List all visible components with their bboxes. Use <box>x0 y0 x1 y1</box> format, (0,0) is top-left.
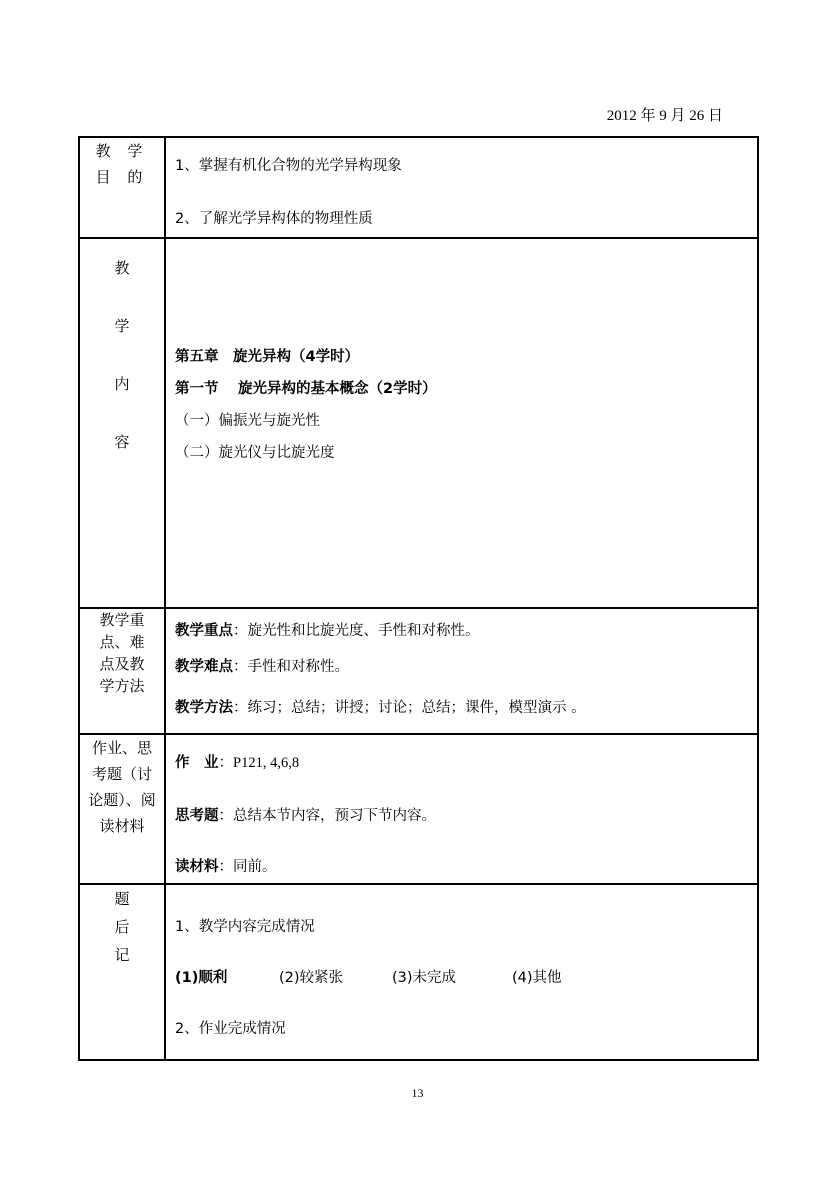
completion-question: 1、教学内容完成情况 <box>175 919 315 935</box>
objectives-row <box>79 137 758 238</box>
subsection-2: （二）旋光仪与比旋光度 <box>175 445 335 461</box>
content-cell <box>165 238 758 608</box>
content-row <box>79 238 758 608</box>
completion-options <box>175 966 757 987</box>
subsection-1: （一）偏振光与旋光性 <box>175 413 320 429</box>
lesson-plan-table <box>78 136 759 1061</box>
teaching-methods: 教学方法：练习；总结；讲授；讨论；总结；课件，模型演示 。 <box>175 700 586 716</box>
reading-materials: 读材料：同前。 <box>175 859 277 875</box>
objective-item-2: 2、了解光学异构体的物理性质 <box>175 211 373 227</box>
postscript-cell <box>165 884 758 1060</box>
homework-completion-question: 2、作业完成情况 <box>175 1021 286 1037</box>
homework-row <box>79 734 758 884</box>
focus-cell <box>165 608 758 734</box>
option-incomplete: (3)未完成 <box>392 970 457 986</box>
homework-cell <box>165 734 758 884</box>
focus-label: 教学重 点、难 点及教 学方法 <box>79 608 165 734</box>
option-other: (4)其他 <box>512 970 562 986</box>
key-points: 教学重点：旋光性和比旋光度、手性和对称性。 <box>175 623 480 639</box>
section-title: 第一节 旋光异构的基本概念（2学时） <box>175 381 437 397</box>
objectives-label: 教 学 目 的 <box>79 137 165 238</box>
postscript-row <box>79 884 758 1060</box>
document-date: 2012 年 9 月 26 日 <box>606 108 723 124</box>
thinking-questions: 思考题：总结本节内容，预习下节内容。 <box>175 808 436 824</box>
option-tight: (2)较紧张 <box>279 970 344 986</box>
content-label: 教 学 内 容 <box>79 238 165 608</box>
postscript-label: 题 后 记 <box>79 884 165 1060</box>
page-number: 13 <box>411 1086 424 1100</box>
option-smooth: (1)顺利 <box>175 970 228 986</box>
chapter-title: 第五章 旋光异构（4学时） <box>175 349 360 365</box>
objective-item-1: 1、掌握有机化合物的光学异构现象 <box>175 158 402 174</box>
homework-label: 作业、思 考题（讨 论题）、阅 读材料 <box>79 734 165 884</box>
objectives-cell <box>165 137 758 238</box>
difficult-points: 教学难点：手性和对称性。 <box>175 659 349 675</box>
homework-assignment: 作 业：P121, 4,6,8 <box>175 755 300 771</box>
focus-row <box>79 608 758 734</box>
